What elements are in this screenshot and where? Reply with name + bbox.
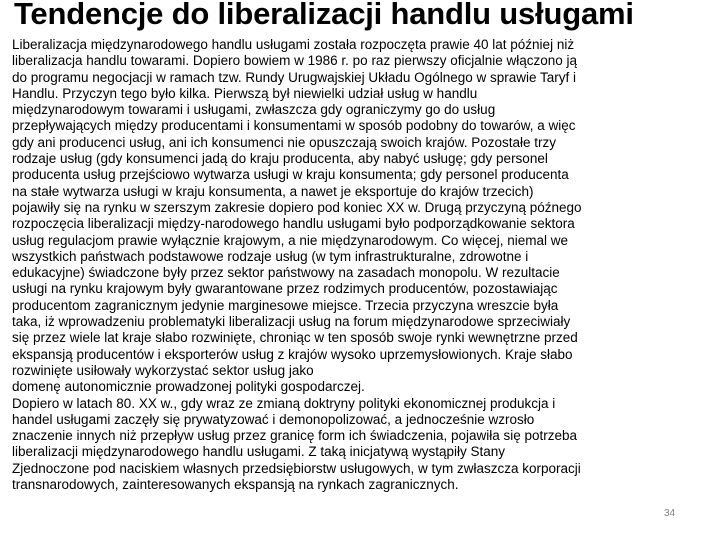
body-line: rozwinięte usiłowały wykorzystać sektor usług jako	[12, 362, 314, 378]
body-line: taka, iż wprowadzeniu problematyki liberalizacji usług na forum międzynarodowe sprzeciwiały	[12, 314, 571, 330]
body-line: usługi na rynku krajowym były gwarantowane przez rodzimych producentów, pozostawiając	[12, 281, 558, 297]
body-line: na stałe wytwarza usługi w kraju konsumenta, a nawet je eksportuje do krajów trzecich)	[12, 183, 534, 199]
body-line: producentom zagranicznym jedynie marginesowe miejsce. Trzecia przyczyna wreszcie była	[12, 297, 559, 313]
body-line: Zjednoczone pod naciskiem własnych przedsiębiorstw usługowych, w tym zwłaszcza korporacji	[12, 460, 581, 476]
body-line: transnarodowych, zainteresowanych ekspansją na rynkach zagranicznych.	[12, 477, 459, 493]
body-line: liberalizacji międzynarodowego handlu usługami. Z taką inicjatywą wystąpiły Stany	[12, 444, 505, 460]
body-line: Handlu. Przyczyn tego było kilka. Pierwszą był niewielki udział usług w handlu	[12, 85, 478, 101]
page-number: 34	[664, 508, 676, 519]
body-line: rozpoczęcia liberalizacji między-narodowego handlu usługami było podporządkowanie sektora	[12, 216, 575, 232]
body-line: pojawiły się na rynku w szerszym zakresie dopiero pod koniec XX w. Drugą przyczyną późnego	[12, 199, 582, 215]
body-line: usług regulacjom prawie wyłącznie krajowym, a nie międzynarodowym. Co więcej, niemal we	[12, 232, 568, 248]
body-line: znaczenie innych niż przepływ usług przez granicę form ich świadczenia, pojawiła się potrzeba	[12, 428, 578, 444]
body-line: producenta usług przejściowo wytwarza usługi w kraju konsumenta; gdy personel producenta	[12, 167, 569, 183]
body-line: przepływających między producentami i konsumentami w sposób podobny do towarów, a więc	[12, 118, 576, 134]
body-line: edukacyjne) świadczone były przez sektor państwowy na zasadach monopolu. W rezultacie	[12, 265, 560, 281]
body-line: rodzaje usług (gdy konsumenci jadą do kraju producenta, aby nabyć usługę; gdy personel	[12, 151, 548, 167]
body-line: się przez wiele lat kraje słabo rozwinięte, chroniąc w ten sposób swoje rynki wewnętrzne przed	[12, 330, 578, 346]
body-line: liberalizacja handlu towarami. Dopiero bowiem w 1986 r. po raz pierwszy oficjalnie włączono ją	[12, 53, 578, 69]
body-line: międzynarodowym towarami i usługami, zwłaszcza gdy ograniczymy go do usług	[12, 102, 496, 118]
body-line: Dopiero w latach 80. XX w., gdy wraz ze zmianą doktryny polityki ekonomicznej produkcja i	[12, 395, 556, 411]
body-line: do programu negocjacji w ramach tzw. Rundy Urugwajskiej Układu Ogólnego w sprawie Taryf i	[12, 69, 577, 85]
body-line: wszystkich państwach podstawowe rodzaje usług (w tym infrastrukturalne, zdrowotne i	[12, 248, 529, 264]
body-text	[12, 37, 712, 493]
body-line: ekspansją producentów i eksporterów usług z krajów wysoko uprzemysłowionych. Kraje słabo	[12, 346, 573, 362]
body-line: Liberalizacja międzynarodowego handlu usługami została rozpoczęta prawie 40 lat później niż	[12, 37, 575, 52]
body-line: handel usługami zaczęły się prywatyzować i demonopolizować, a jednocześnie wzrosło	[12, 411, 535, 427]
body-line: domenę autonomicznie prowadzonej polityki gospodarczej.	[12, 379, 365, 395]
slide-title: Tendencje do liberalizacji handlu usługami	[14, 0, 634, 31]
body-line: gdy ani producenci usług, ani ich konsumenci nie opuszczają swoich krajów. Pozostałe trzy	[12, 134, 557, 150]
